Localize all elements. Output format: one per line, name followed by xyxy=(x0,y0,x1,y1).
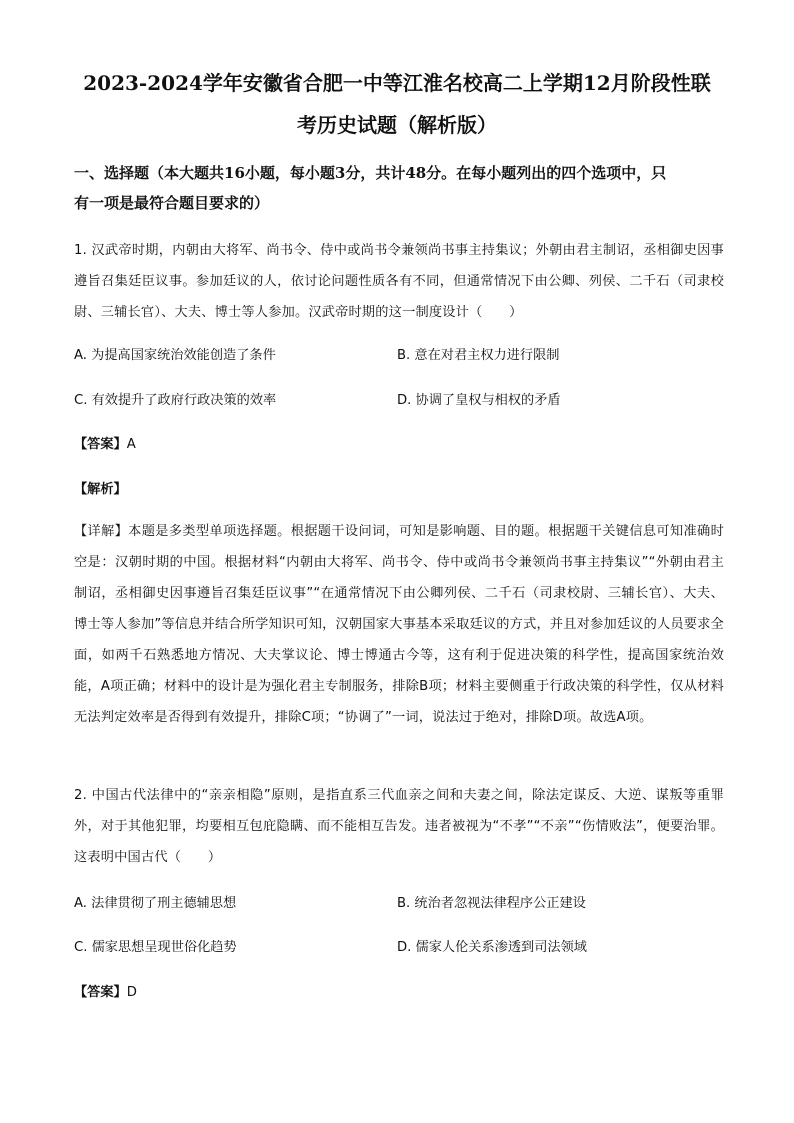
section-heading-line-1: 一、选择题（本大题共16小题，每小题3分，共计48分。在每小题列出的四个选项中，只 xyxy=(74,164,667,182)
analysis-label: 【解析】 xyxy=(74,482,127,497)
question-2-option-b: B. 统治者忽视法律程序公正建设 xyxy=(397,896,586,911)
answer-value: A xyxy=(126,437,136,452)
question-1-detail: 【详解】本题是多类型单项选择题。根据题干设问词，可知是影响题、目的题。根据题干关键信息可知准确时空是：汉朝时期的中国。根据材料“内朝由大将军、尚书令、侍中或尚书令兼领尚书事主持集议”“外朝由君主制诏，丞相御史因事遵旨召集廷臣议事”“在通常情况下由公卿列侯、二千石（司隶校尉、三辅长官）、大夫、博士等人参加”等信息并结合所学知识可知，汉朝国家大事基本采取廷议的方式，并且对参加廷议的人员要求全面，如两千石熟悉地方情况、大夫掌议论、博士博通古今等，这有利于促进决策的科学性，提高国家统治效能，A项正确；材料中的设计是为强化君主专制服务，排除B项；材料主要侧重于行政决策的科学性，仅从材料无法判定效率是否得到有效提升，排除C项；“协调了”一词，说法过于绝对，排除D项。故选A项。 xyxy=(74,524,724,725)
answer-label: 【答案】 xyxy=(74,437,127,452)
question-1-answer xyxy=(74,435,136,455)
question-2-stem: 2. 中国古代法律中的“亲亲相隐”原则，是指直系三代血亲之间和夫妻之间，除法定谋反、大逆、谋叛等重罪外，对于其他犯罪，均要相互包庇隐瞒、而不能相互告发。违者被视为“不孝”“不亲”“伤情败法”，便要治罪。这表明中国古代（ ） xyxy=(74,788,724,865)
document-title-line-1: 2023-2024学年安徽省合肥一中等江淮名校高二上学期12月阶段性联 xyxy=(83,71,711,95)
question-1-stem: 1. 汉武帝时期，内朝由大将军、尚书令、侍中或尚书令兼领尚书事主持集议；外朝由君主制诏，丞相御史因事遵旨召集廷臣议事。参加廷议的人，依讨论问题性质各有不同，但通常情况下由公卿、列侯、二千石（司隶校尉、三辅长官）、大夫、博士等人参加。汉武帝时期的这一制度设计（ ） xyxy=(74,243,724,320)
question-2-option-a: A. 法律贯彻了刑主德辅思想 xyxy=(74,896,237,911)
question-1-option-d: D. 协调了皇权与相权的矛盾 xyxy=(397,393,561,408)
question-1-option-c: C. 有效提升了政府行政决策的效率 xyxy=(74,393,277,408)
question-2-option-c: C. 儒家思想呈现世俗化趋势 xyxy=(74,940,237,955)
question-2-option-d: D. 儒家人伦关系渗透到司法领域 xyxy=(397,940,587,955)
answer-label: 【答案】 xyxy=(74,985,127,1000)
question-1-option-b: B. 意在对君主权力进行限制 xyxy=(397,348,560,363)
question-1-analysis-label xyxy=(74,480,127,500)
question-1-option-a: A. 为提高国家统治效能创造了条件 xyxy=(74,348,276,363)
answer-value: D xyxy=(126,985,137,1000)
question-2-answer xyxy=(74,983,137,1003)
section-heading-line-2: 有一项是最符合题目要求的） xyxy=(74,194,270,212)
document-title-line-2: 考历史试题（解析版） xyxy=(297,113,497,137)
